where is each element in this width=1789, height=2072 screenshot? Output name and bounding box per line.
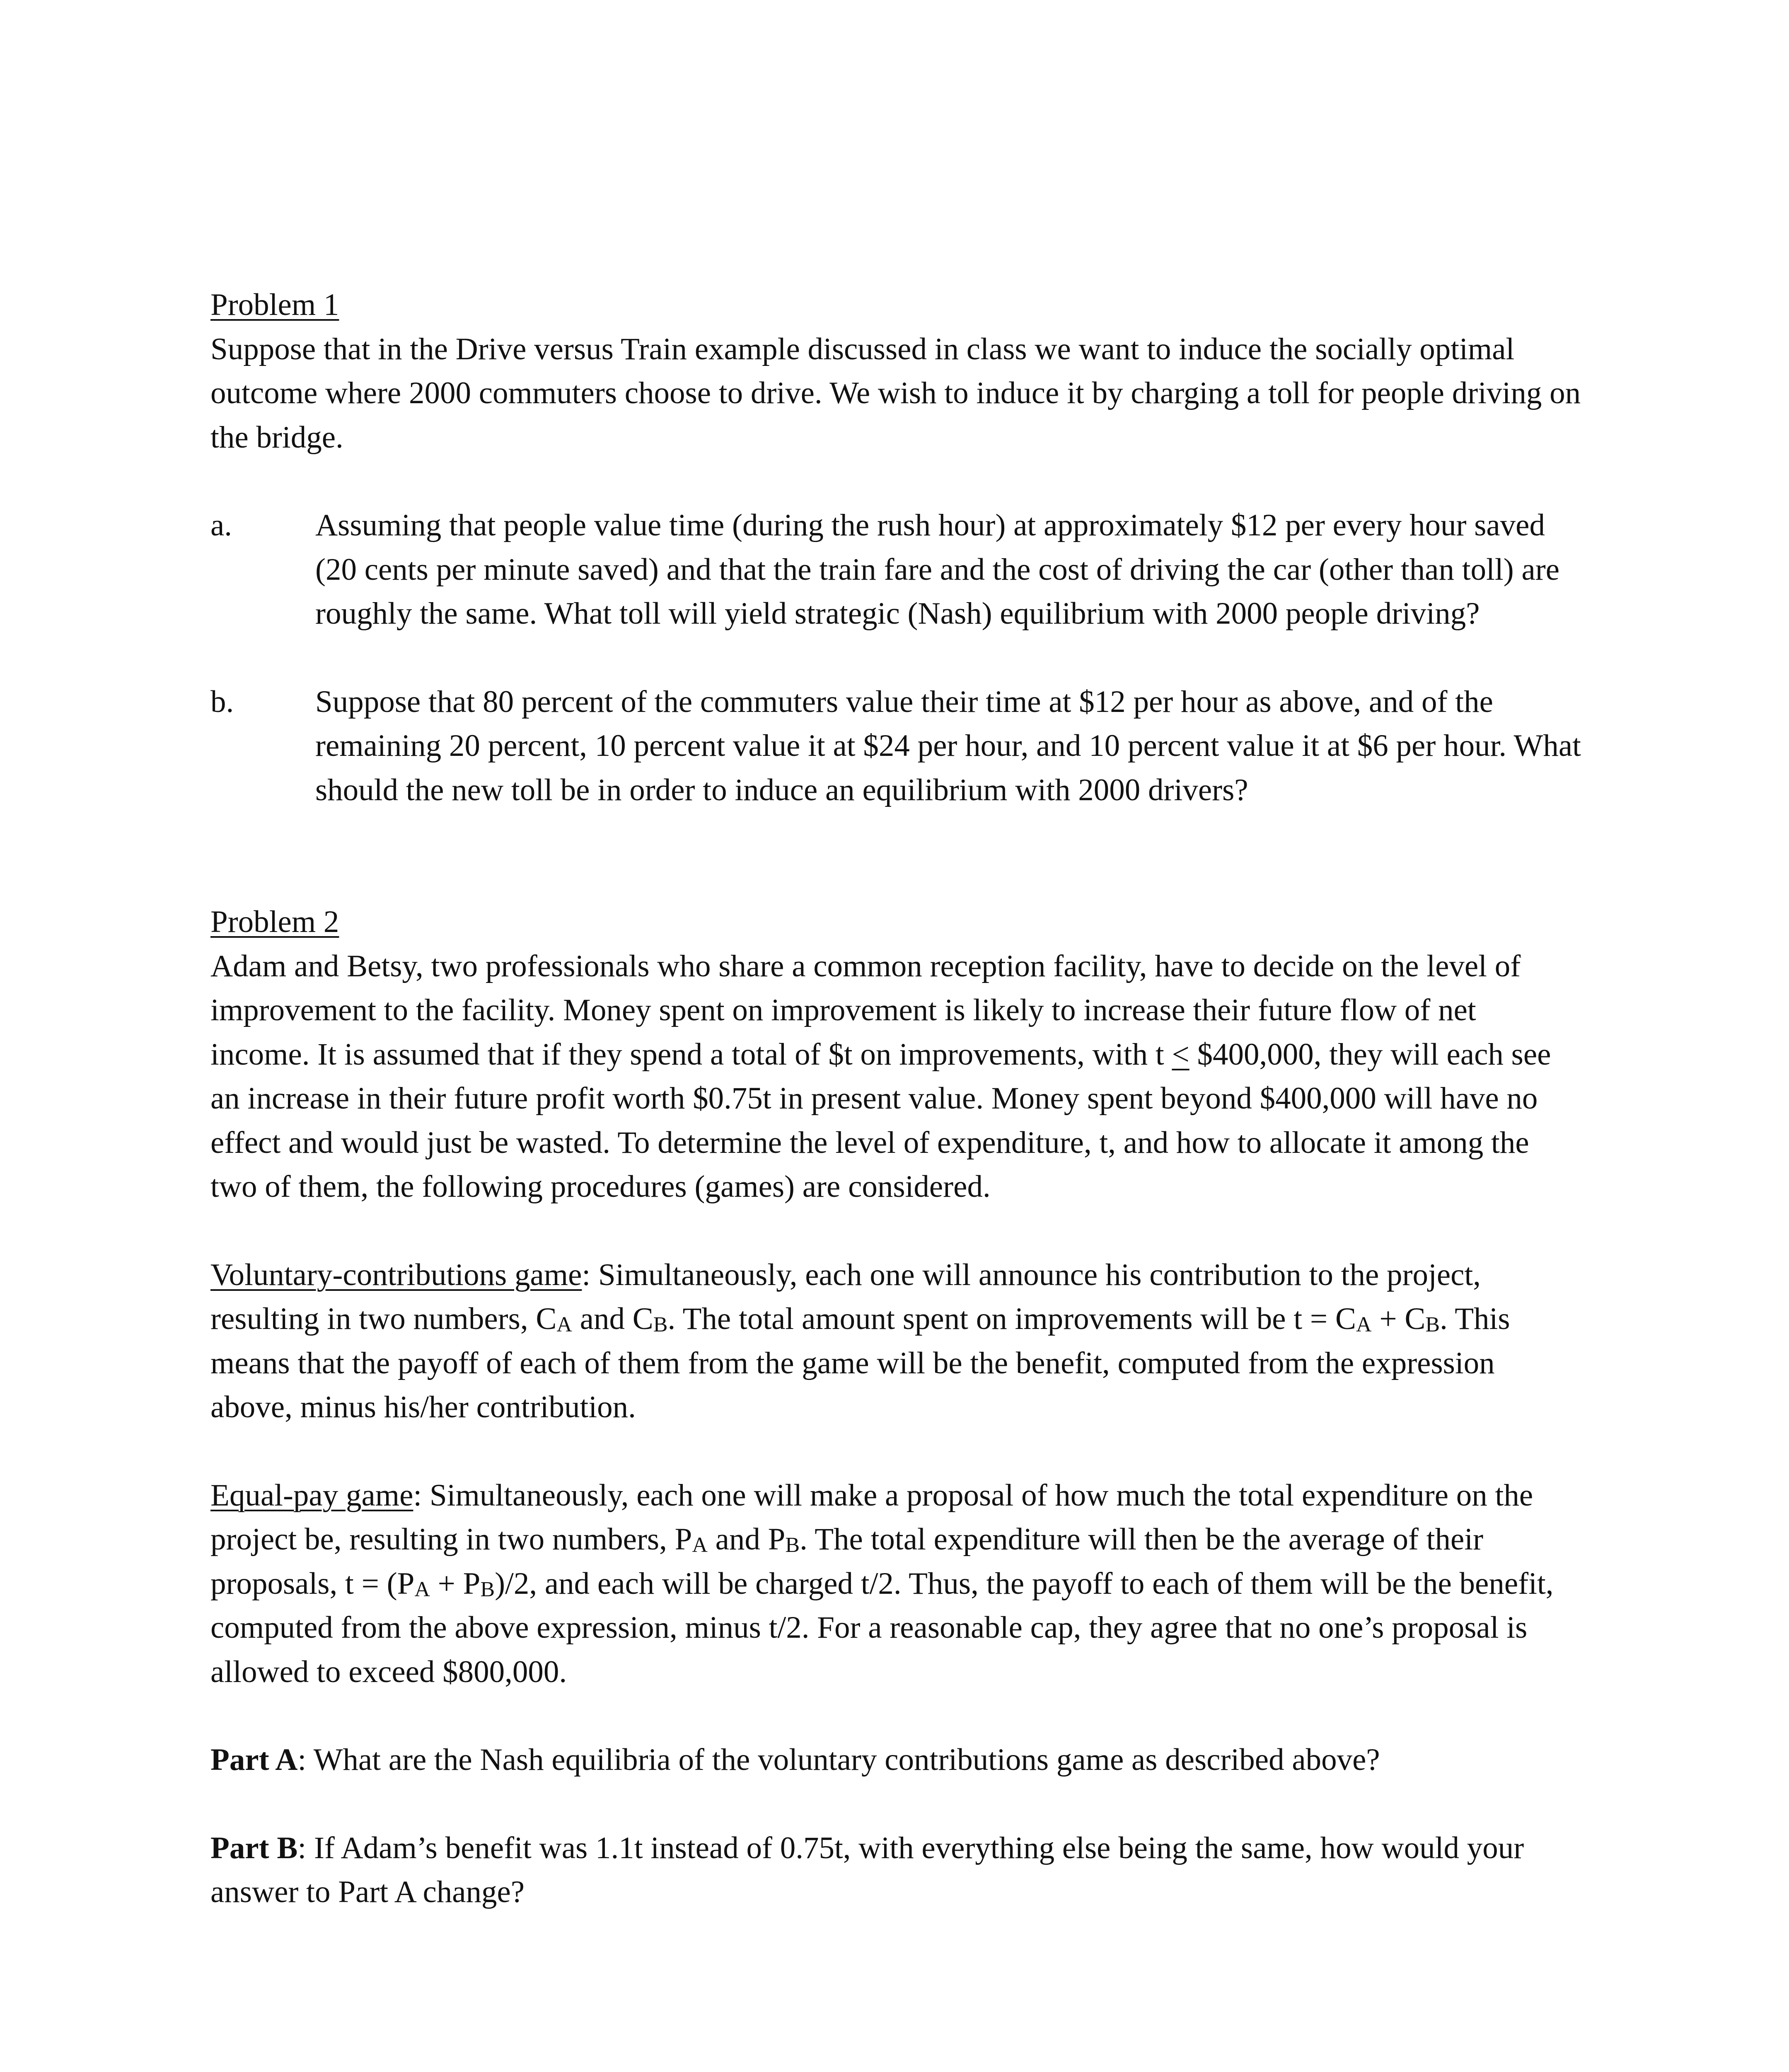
part-a-label: Part A	[210, 1743, 298, 1777]
part-b-label: Part B	[210, 1830, 298, 1865]
paragraph-text: and C	[572, 1302, 653, 1336]
subscript-a: A	[692, 1533, 708, 1557]
subscript-b: B	[785, 1533, 800, 1557]
paragraph-text: . The total amount spent on improvements will be t = C	[667, 1302, 1356, 1336]
item-text: Suppose that 80 percent of the commuters value their time at $12 per hour as above, and of the remaining 20 percent, 10 percent value it at $24 per hour, and 10 percent value it at $6 per hour. What should the new toll be in order to induce an equilibrium with 2000 drivers?	[315, 684, 1581, 807]
subscript-b: B	[1425, 1313, 1440, 1336]
part-a-question	[210, 1738, 1582, 1782]
subscript-a: A	[556, 1313, 572, 1336]
subscript-a: A	[1356, 1313, 1372, 1336]
subscript-a: A	[414, 1577, 430, 1601]
problem1-item-b	[210, 680, 1582, 813]
voluntary-contributions-paragraph	[210, 1253, 1582, 1430]
problem1-heading: Problem 1	[210, 288, 339, 322]
problem1-item-a	[210, 503, 1582, 636]
paragraph-text: + C	[1371, 1302, 1426, 1336]
paragraph-text: . This means that the payoff of each of them from the game will be the benefit, computed from the expression above, minus his/her contribution.	[210, 1302, 1510, 1424]
question-text: : What are the Nash equilibria of the voluntary contributions game as described above?	[297, 1743, 1380, 1777]
item-marker: b.	[210, 684, 234, 719]
question-text: : If Adam’s benefit was 1.1t instead of 0.75t, with everything else being the same, how would your answer to Part A change?	[210, 1830, 1524, 1909]
subscript-b: B	[480, 1577, 495, 1601]
equal-pay-game-label: Equal-pay game	[210, 1478, 413, 1513]
item-text: Assuming that people value time (during the rush hour) at approximately $12 per every hour saved (20 cents per minute saved) and that the train fare and the cost of driving the car (other than toll) are roughly the same. What toll will yield strategic (Nash) equilibrium with 2000 people driving?	[315, 508, 1560, 631]
less-or-equal-symbol: <	[1172, 1037, 1189, 1072]
paragraph-text: . The total expenditure will then be the average of their proposals, t = (P	[210, 1522, 1484, 1601]
document-content	[210, 283, 1582, 1915]
problem2-heading: Problem 2	[210, 905, 339, 939]
intro-text: Adam and Betsy, two professionals who share a common reception facility, have to decide on the level of improvement to the facility. Money spent on improvement is likely to increase their future flow of net income. It is assumed that if they spend a total of $t on improvements, with t	[210, 949, 1521, 1072]
paragraph-text: and P	[707, 1522, 786, 1556]
problem1-intro: Suppose that in the Drive versus Train example discussed in class we want to induce the socially optimal outcome where 2000 commuters choose to drive. We wish to induce it by charging a toll for people driving on the bridge.	[210, 332, 1581, 455]
part-b-question	[210, 1826, 1582, 1915]
voluntary-game-label: Voluntary-contributions game	[210, 1257, 582, 1292]
paragraph-text: : Simultaneously, each one will make a proposal of how much the total expenditure on the project be, resulting in two numbers, P	[210, 1478, 1533, 1556]
item-marker: a.	[210, 508, 232, 542]
intro-text: $400,000, they will each see an increase in their future profit worth $0.75t in present value. Money spent beyond $400,000 will have no effect and would just be wasted. To determine the level of expenditure, t, and how to allocate it among the two of them, the following procedures (games) are considered.	[210, 1037, 1551, 1204]
paragraph-text: )/2, and each will be charged t/2. Thus, the payoff to each of them will be the benefit, computed from the above expression, minus t/2. For a reasonable cap, they agree that no one’s proposal is allowed to exceed $800,000.	[210, 1566, 1554, 1689]
equal-pay-paragraph	[210, 1474, 1582, 1694]
paragraph-text: + P	[430, 1566, 481, 1601]
subscript-b: B	[653, 1313, 668, 1336]
paragraph-text: : Simultaneously, each one will announce his contribution to the project, resulting in two numbers, C	[210, 1257, 1481, 1336]
problem2-intro	[210, 944, 1582, 1209]
